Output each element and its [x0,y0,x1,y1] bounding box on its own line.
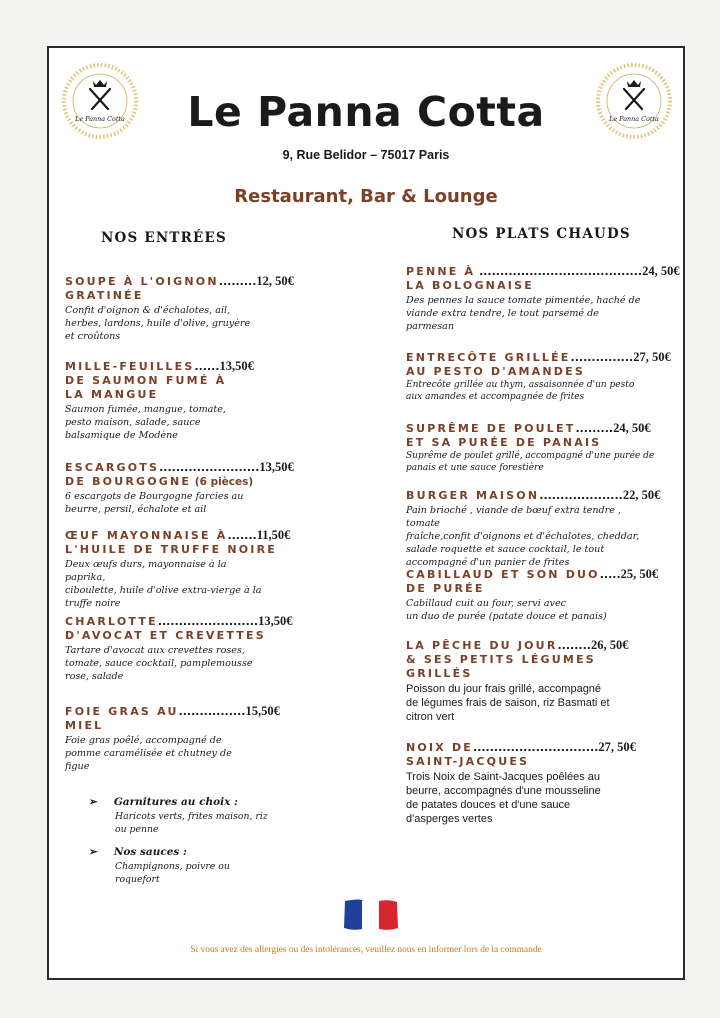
dish-name: BURGER MAISON [406,489,540,502]
dish-price: 24, 50€ [642,264,680,278]
dish-name-part: GRATINÉE [65,289,144,302]
dish-name-continued [65,289,265,303]
price-leader-dots: ......... [575,422,614,435]
dish-name: CHARLOTTE [65,615,158,628]
dish-name-part: L'HUILE DE TRUFFE NOIRE [65,543,277,556]
dish-price: 15,50€ [245,704,280,718]
description-line: un duo de purée (patate douce et panais) [406,611,607,622]
dish-name: SOUPE À L'OIGNON [65,275,219,288]
menu-item-name-line [406,264,680,279]
dish-price: 13,50€ [258,614,293,628]
description-line: Des pennes la sauce tomate pimentée, haché de [406,295,641,306]
extra-title-line [89,846,309,858]
price-leader-dots: ................ [178,705,246,718]
dish-description [406,682,656,724]
dish-name-part: MIEL [65,719,104,732]
dish-name: ENTRECÔTE GRILLÉE [406,351,571,364]
dish-description [65,490,265,516]
price-leader-dots: ..... [599,568,621,581]
price-leader-dots: ......... [218,275,257,288]
dish-name-part: SAINT-JACQUES [406,755,530,768]
menu-item [406,740,656,826]
dish-description [406,770,656,826]
description-line: tomate, sauce cocktail, pamplemousse [65,658,253,669]
description-line: Entrecôte grillée au thym, assaisonnée d'un pesto [406,380,635,390]
description-line: citron vert [406,711,455,723]
dish-description [406,504,656,569]
description-line: Poisson du jour frais grillé, accompagné [406,683,602,695]
dish-name-part: D'AVOCAT ET CREVETTES [65,629,266,642]
dish-name-continued [406,279,656,293]
dish-name: FOIE GRAS AU [65,705,179,718]
extra-options [115,860,309,886]
dish-description [406,294,656,333]
flag-white-band [362,900,380,930]
dish-name-part: AU PESTO D'AMANDES [406,365,585,378]
description-line: Deux œufs durs, mayonnaise à la paprika, [65,559,227,583]
dish-name-continued [406,755,656,769]
menu-item [406,264,680,333]
restaurant-tagline: Restaurant, Bar & Lounge [234,186,498,207]
description-line: Suprême de poulet grillé, accompagné d'une purée de [406,451,655,461]
menu-item [65,274,294,343]
description-line: panais et une sauce forestière [406,462,544,473]
dish-name-part: LA MANGUE [65,388,159,401]
menu-item [65,614,293,683]
description-line: 6 escargots de Bourgogne farcies au [65,491,244,502]
price-leader-dots: ........................ [159,461,260,474]
svg-text:Le Panna Cotta: Le Panna Cotta [609,115,659,123]
menu-item [406,350,671,403]
dish-description [65,403,265,442]
menu-item [406,421,656,474]
dish-name: SUPRÊME DE POULET [406,422,576,435]
description-line: Saumon fumée, mangue, tomate, [65,404,226,415]
dish-name: CABILLAUD ET SON DUO [406,568,600,581]
dish-name-continued [406,667,656,681]
menu-item-name-line [65,359,265,374]
portion-note: (6 pièces) [191,476,254,488]
description-line: pesto maison, salade, sauce [65,417,201,428]
price-leader-dots: .................... [539,489,623,502]
dish-description [65,558,265,610]
price-leader-dots: ............... [570,351,634,364]
description-line: Trois Noix de Saint-Jacques poêlées au [406,771,601,783]
dish-name-continued [406,582,656,596]
dish-description [65,734,265,773]
dish-name-continued [65,475,265,489]
dish-name-part: DE BOURGOGNE [65,475,192,488]
price-leader-dots: ...... [194,360,220,373]
dish-name-continued [65,719,265,733]
menu-item [406,567,659,623]
menu-item [406,638,656,724]
menu-item-name-line [65,614,293,629]
dish-name-continued [65,543,277,557]
dish-price: 11,50€ [256,528,291,542]
dish-name-continued [406,653,656,667]
description-line: d'asperges vertes [406,813,493,825]
price-leader-dots: ........................ [157,615,259,628]
restaurant-title: Le Panna Cotta [187,88,545,136]
menu-item [65,460,294,516]
dish-name-continued [406,436,656,450]
extra-option-line: Champignons, poivre ou [115,861,230,872]
description-line: et croûtons [65,331,121,342]
arrow-bullet-icon: ➢ [89,796,98,808]
dish-name-part: DE PURÉE [406,582,485,595]
menu-extra [89,846,309,886]
dish-name-part: LA BOLOGNAISE [406,279,534,292]
extra-title-line [89,796,309,808]
french-flag [343,898,399,931]
price-leader-dots: ....................................... [475,265,643,278]
description-line: beurre, persil, échalote et ail [65,504,207,515]
menu-item-name-line [406,421,656,436]
description-line: viande extra tendre, le tout parsemé de [406,308,599,319]
price-leader-dots: ....... [227,529,257,542]
description-line: ciboulette, huile d'olive extra-vierge à la [65,585,262,596]
dish-name-continued [65,374,265,388]
dish-name: LA PÊCHE DU JOUR [406,639,558,652]
plats-heading: NOS PLATS CHAUDS [452,226,631,242]
dish-description [65,644,265,683]
menu-item [65,704,280,773]
dish-price: 27, 50€ [598,740,636,754]
description-line: figue [65,761,90,772]
description-line: parmesan [406,321,455,332]
dish-price: 26, 50€ [590,638,629,652]
extra-option-line: ou penne [115,824,159,835]
dish-price: 12, 50€ [256,274,294,288]
dish-name-part: ET SA PURÉE DE PANAIS [406,436,602,449]
extra-option-line: roquefort [115,874,160,885]
svg-text:Le Panna Cotta: Le Panna Cotta [75,115,125,123]
menu-item-name-line [406,350,671,365]
description-line: salade roquette et sauce cocktail, le tout [406,544,605,555]
dish-price: 27, 50€ [633,350,671,364]
description-line: accompagné d'un panier de frites [406,557,570,568]
extra-title: Nos sauces : [113,846,187,858]
dish-name-part: & SES PETITS LÉGUMES [406,653,596,666]
menu-item-name-line [65,460,294,475]
dish-description [406,597,656,623]
description-line: Pain brioché , viande de bœuf extra tendre , tomate [406,505,622,529]
restaurant-address: 9, Rue Belidor – 75017 Paris [282,148,450,162]
menu-item [65,528,291,610]
flag-red-band [379,900,398,930]
description-line: truffe noire [65,598,121,609]
dish-name-continued [65,388,265,402]
dish-price: 25, 50€ [620,567,659,581]
description-line: beurre, accompagnés d'une mousseline [406,785,601,797]
dish-price: 13,50€ [259,460,294,474]
dish-name-continued [406,365,656,379]
menu-sheet [47,46,685,980]
description-line: Cabillaud cuit au four, servi avec [406,598,567,609]
menu-item-name-line [406,488,661,503]
menu-item-name-line [65,274,294,289]
description-line: Confit d'oignon & d'échalotes, ail, [65,305,231,316]
dish-name: NOIX DE [406,741,474,754]
menu-item-name-line [65,704,280,719]
price-leader-dots: ........ [557,639,591,652]
extra-options [115,810,309,836]
price-leader-dots: .............................. [473,741,599,754]
dish-name-continued [65,629,265,643]
menu-item-name-line [406,740,656,755]
dish-description [406,451,656,474]
dish-price: 13,50€ [219,359,254,373]
description-line: pomme caramélisée et chutney de [65,748,232,759]
menu-item [406,488,661,569]
dish-name-part: GRILLÉS [406,667,473,680]
description-line: de patates douces et d'une sauce [406,799,571,811]
entrees-heading: NOS ENTRÉES [101,230,227,246]
description-line: herbes, lardons, huile d'olive, gruyère [65,318,251,329]
description-line: aux amandes et accompagnée de frites [406,391,585,402]
menu-item-name-line [406,567,659,582]
description-line: Tartare d'avocat aux crevettes roses, [65,645,245,656]
arrow-bullet-icon: ➢ [89,846,98,858]
dish-name: ŒUF MAYONNAISE À [65,529,228,542]
description-line: rose, salade [65,671,124,682]
description-line: balsamique de Modène [65,430,178,441]
flag-blue-band [344,900,363,930]
extra-option-line: Haricots verts, frites maison, riz [115,811,268,822]
menu-item [65,359,265,442]
dish-price: 22, 50€ [622,488,661,502]
dish-name: MILLE-FEUILLES [65,360,195,373]
description-line: de légumes frais de saison, riz Basmati et [406,697,610,709]
menu-extra [89,796,309,836]
dish-name: ESCARGOTS [65,461,160,474]
description-line: Foie gras poêlé, accompagné de [65,735,222,746]
menu-item-name-line [406,638,656,653]
dish-name-part: DE SAUMON FUMÉ À [65,374,227,387]
dish-name: PENNE À [406,265,476,278]
extra-title: Garnitures au choix : [113,796,238,808]
dish-description [65,304,265,343]
menu-item-name-line [65,528,291,543]
description-line: fraîche,confit d'oignons et d'échalotes, cheddar, [406,531,640,542]
dish-price: 24, 50€ [613,421,651,435]
dish-description [406,380,656,403]
allergy-notice: Si vous avez des allergies ou des intolérances, veuillez nous en informer lors de la commande [190,945,542,955]
